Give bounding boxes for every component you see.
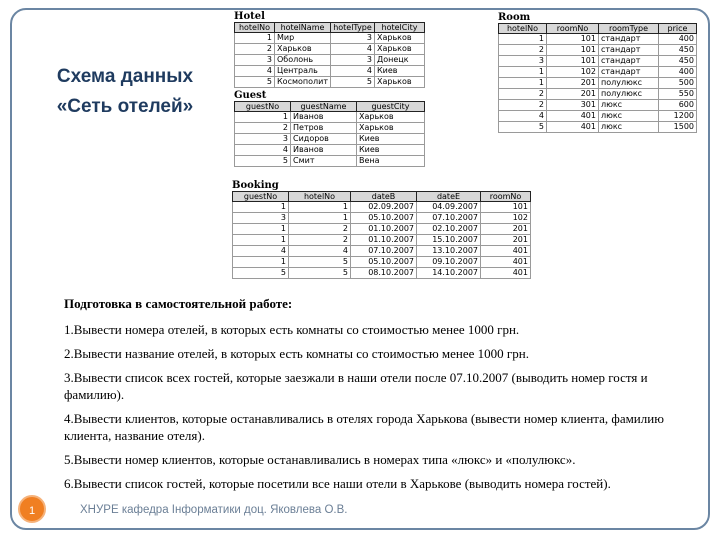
column-header: roomNo xyxy=(481,192,531,202)
table-cell: 301 xyxy=(547,100,599,111)
table-row xyxy=(499,67,697,78)
column-header: guestCity xyxy=(357,102,425,112)
table-cell: 5 xyxy=(499,122,547,133)
table-cell: 2 xyxy=(235,123,291,134)
task-item: 4.Вывести клиентов, которые останавливались в отелях города Харькова (вывести номер клиента, фамилию клиента, название отеля). xyxy=(64,411,664,443)
table-row xyxy=(233,213,531,224)
column-header: roomNo xyxy=(547,24,599,34)
table-cell: Харьков xyxy=(357,123,425,134)
table-cell: Харьков xyxy=(375,44,425,55)
table-cell: Иванов xyxy=(291,145,357,156)
table-cell: 4 xyxy=(499,111,547,122)
table-cell: 1 xyxy=(289,202,351,213)
table-cell: 201 xyxy=(547,89,599,100)
table-cell: 1200 xyxy=(659,111,697,122)
table-row xyxy=(235,145,425,156)
table-row xyxy=(499,111,697,122)
table-cell: 2 xyxy=(499,45,547,56)
title-line-2: «Сеть отелей» xyxy=(56,96,194,117)
hotel-table-block xyxy=(234,12,425,88)
table-header-row xyxy=(499,24,697,34)
column-header: guestNo xyxy=(235,102,291,112)
table-cell: 14.10.2007 xyxy=(417,268,481,279)
table-row xyxy=(233,257,531,268)
table-cell: 01.10.2007 xyxy=(351,224,417,235)
table-cell: люкс xyxy=(599,100,659,111)
hotel-table-label: Hotel xyxy=(234,11,265,22)
title-line-1: Схема данных xyxy=(56,66,194,87)
table-row xyxy=(233,224,531,235)
table-cell: Вена xyxy=(357,156,425,167)
table-cell: 101 xyxy=(547,34,599,45)
table-cell: 2 xyxy=(235,44,275,55)
table-cell: 4 xyxy=(235,145,291,156)
table-cell: 5 xyxy=(235,77,275,88)
table-cell: 401 xyxy=(547,122,599,133)
table-cell: 4 xyxy=(235,66,275,77)
table-cell: 4 xyxy=(331,44,375,55)
table-cell: Харьков xyxy=(375,33,425,44)
table-cell: 450 xyxy=(659,56,697,67)
table-row xyxy=(235,55,425,66)
table-cell: 05.10.2007 xyxy=(351,213,417,224)
table-cell: Иванов xyxy=(291,112,357,123)
footer-text: ХНУРЕ кафедра Інформатики доц. Яковлева О.В. xyxy=(80,504,348,516)
table-cell: 07.10.2007 xyxy=(351,246,417,257)
table-cell: 201 xyxy=(547,78,599,89)
table-row xyxy=(499,78,697,89)
table-cell: 5 xyxy=(331,77,375,88)
column-header: hotelNo xyxy=(289,192,351,202)
table-cell: Киев xyxy=(357,145,425,156)
column-header: dateB xyxy=(351,192,417,202)
table-header-row xyxy=(235,102,425,112)
room-table-block xyxy=(498,13,697,133)
column-header: dateE xyxy=(417,192,481,202)
table-cell: 13.10.2007 xyxy=(417,246,481,257)
table-cell: Смит xyxy=(291,156,357,167)
column-header: hotelNo xyxy=(235,23,275,33)
table-cell: 600 xyxy=(659,100,697,111)
table-cell: 450 xyxy=(659,45,697,56)
table-cell: люкс xyxy=(599,111,659,122)
table-cell: 5 xyxy=(289,268,351,279)
table-cell: 3 xyxy=(235,134,291,145)
table-cell: Донецк xyxy=(375,55,425,66)
page-number-badge: 1 xyxy=(18,495,46,523)
table-cell: Харьков xyxy=(275,44,331,55)
table-row xyxy=(235,33,425,44)
table-cell: Мир xyxy=(275,33,331,44)
table-cell: Централь xyxy=(275,66,331,77)
column-header: guestName xyxy=(291,102,357,112)
table-cell: 04.09.2007 xyxy=(417,202,481,213)
table-cell: Харьков xyxy=(375,77,425,88)
table-cell: 09.10.2007 xyxy=(417,257,481,268)
task-item: 5.Вывести номер клиентов, которые останавливались в номерах типа «люкс» и «полулюкс». xyxy=(64,452,576,467)
table-cell: люкс xyxy=(599,122,659,133)
table-cell: 5 xyxy=(289,257,351,268)
table-cell: 02.09.2007 xyxy=(351,202,417,213)
table-cell: 1 xyxy=(233,224,289,235)
table-row xyxy=(235,134,425,145)
table-cell: 4 xyxy=(331,66,375,77)
table-cell: Сидоров xyxy=(291,134,357,145)
table-cell: 400 xyxy=(659,34,697,45)
table-cell: 500 xyxy=(659,78,697,89)
table-cell: 1 xyxy=(233,202,289,213)
guest-table xyxy=(234,101,425,167)
table-cell: 401 xyxy=(481,257,531,268)
task-item: 3.Вывести список всех гостей, которые заезжали в наши отели после 07.10.2007 (выводить номер гостя и фамилию). xyxy=(64,370,648,402)
booking-table-block xyxy=(232,181,531,279)
hotel-table xyxy=(234,22,425,88)
table-cell: 1500 xyxy=(659,122,697,133)
table-cell: 5 xyxy=(235,156,291,167)
table-header-row xyxy=(235,23,425,33)
table-cell: 1 xyxy=(235,112,291,123)
table-cell: Петров xyxy=(291,123,357,134)
table-row xyxy=(499,34,697,45)
table-cell: 401 xyxy=(481,268,531,279)
table-row xyxy=(235,123,425,134)
table-cell: Космополит xyxy=(275,77,331,88)
guest-table-label: Guest xyxy=(234,90,267,101)
table-cell: 07.10.2007 xyxy=(417,213,481,224)
table-header-row xyxy=(233,192,531,202)
table-cell: 5 xyxy=(233,268,289,279)
table-cell: 400 xyxy=(659,67,697,78)
table-cell: 3 xyxy=(233,213,289,224)
task-item: 6.Вывести список гостей, которые посетили все наши отели в Харькове (выводить номера гостей). xyxy=(64,476,611,491)
table-row xyxy=(235,66,425,77)
table-cell: 2 xyxy=(499,89,547,100)
guest-table-block xyxy=(234,91,425,167)
slide-title xyxy=(40,62,210,122)
booking-table xyxy=(232,191,531,279)
table-cell: 401 xyxy=(547,111,599,122)
column-header: roomType xyxy=(599,24,659,34)
table-cell: 3 xyxy=(331,55,375,66)
table-row xyxy=(235,112,425,123)
tasks-section xyxy=(64,296,664,499)
table-cell: 02.10.2007 xyxy=(417,224,481,235)
table-cell: 1 xyxy=(235,33,275,44)
table-row xyxy=(233,202,531,213)
room-table-label: Room xyxy=(498,12,531,23)
table-row xyxy=(235,44,425,55)
table-cell: Харьков xyxy=(357,112,425,123)
table-cell: 101 xyxy=(547,45,599,56)
tasks-heading: Подготовка в самостоятельной работе: xyxy=(64,296,293,311)
table-cell: 2 xyxy=(289,224,351,235)
table-cell: 1 xyxy=(289,213,351,224)
column-header: hotelName xyxy=(275,23,331,33)
table-cell: 550 xyxy=(659,89,697,100)
table-cell: 401 xyxy=(481,246,531,257)
table-cell: 101 xyxy=(547,56,599,67)
table-row xyxy=(499,56,697,67)
table-cell: 1 xyxy=(499,78,547,89)
table-cell: стандарт xyxy=(599,56,659,67)
table-cell: 102 xyxy=(547,67,599,78)
table-cell: 01.10.2007 xyxy=(351,235,417,246)
column-header: hotelType xyxy=(331,23,375,33)
table-cell: стандарт xyxy=(599,34,659,45)
table-cell: стандарт xyxy=(599,67,659,78)
table-cell: 1 xyxy=(233,235,289,246)
table-cell: 101 xyxy=(481,202,531,213)
table-cell: Киев xyxy=(357,134,425,145)
table-row xyxy=(499,45,697,56)
table-cell: 05.10.2007 xyxy=(351,257,417,268)
column-header: guestNo xyxy=(233,192,289,202)
table-cell: Киев xyxy=(375,66,425,77)
table-cell: Оболонь xyxy=(275,55,331,66)
task-item: 1.Вывести номера отелей, в которых есть комнаты со стоимостью менее 1000 грн. xyxy=(64,322,520,337)
table-cell: 4 xyxy=(289,246,351,257)
table-cell: 15.10.2007 xyxy=(417,235,481,246)
column-header: price xyxy=(659,24,697,34)
table-cell: 08.10.2007 xyxy=(351,268,417,279)
column-header: hotelCity xyxy=(375,23,425,33)
table-row xyxy=(499,100,697,111)
task-item: 2.Вывести название отелей, в которых есть комнаты со стоимостью менее 1000 грн. xyxy=(64,346,529,361)
table-cell: 1 xyxy=(233,257,289,268)
table-cell: стандарт xyxy=(599,45,659,56)
room-table xyxy=(498,23,697,133)
table-cell: полулюкс xyxy=(599,78,659,89)
table-row xyxy=(499,89,697,100)
table-cell: 1 xyxy=(499,67,547,78)
table-cell: 2 xyxy=(289,235,351,246)
table-row xyxy=(233,268,531,279)
table-cell: 201 xyxy=(481,224,531,235)
table-cell: 2 xyxy=(499,100,547,111)
booking-table-label: Booking xyxy=(232,180,279,191)
column-header: hotelNo xyxy=(499,24,547,34)
table-cell: полулюкс xyxy=(599,89,659,100)
table-cell: 1 xyxy=(499,34,547,45)
table-cell: 102 xyxy=(481,213,531,224)
table-cell: 3 xyxy=(331,33,375,44)
table-row xyxy=(499,122,697,133)
table-cell: 3 xyxy=(235,55,275,66)
table-cell: 201 xyxy=(481,235,531,246)
table-cell: 3 xyxy=(499,56,547,67)
table-row xyxy=(233,246,531,257)
table-row xyxy=(235,156,425,167)
table-row xyxy=(233,235,531,246)
table-cell: 4 xyxy=(233,246,289,257)
table-row xyxy=(235,77,425,88)
